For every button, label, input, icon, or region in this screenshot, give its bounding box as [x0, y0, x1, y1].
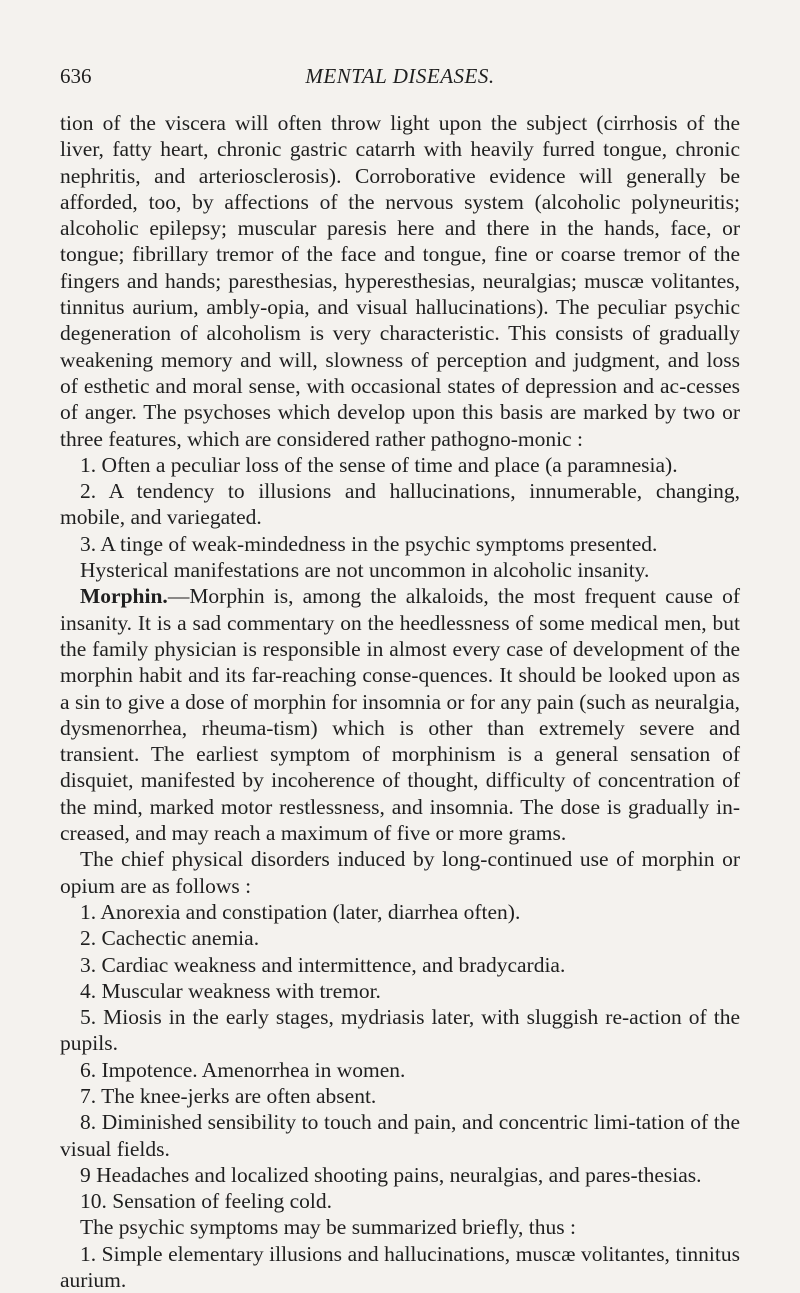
section-heading-morphin: Morphin. [80, 584, 168, 609]
list-item: 6. Impotence. Amenorrhea in women. [80, 1057, 406, 1082]
list-item: 1. Anorexia and constipation (later, diarrhea often). [80, 899, 521, 924]
list-item: 10. Sensation of feeling cold. [80, 1189, 332, 1214]
paragraph-alcohol-signs: tion of the viscera will often throw light upon the subject (cirrhosis of the liver, fatty heart, chronic gastric catarrh with heavily furred tongue, chronic nephritis, and arteriosclerosis). Corroborative evidence will generally be afforded, too, by affections of the nervous system (alcoholic polyneuritis; alcoholic epilepsy; muscular paresis here and there in the hands, face, or tongue; fibrillary tremor of the face and tongue, fine or coarse tremor of the fingers and hands; paresthesias, hyperesthesias, neuralgias; muscæ volitantes, tinnitus aurium, ambly-opia, and visual hallucinations). The peculiar psychic degeneration of alcoholism is very characteristic. This consists of gradually weakening memory and will, slowness of perception and judgment, and loss of esthetic and moral sense, with occasional states of depression and ac-cesses of anger. The psychoses which develop upon this basis are marked by two or three features, which are considered rather pathogno-monic : [60, 111, 740, 451]
paragraph-morphin-text: —Morphin is, among the alkaloids, the most frequent cause of insanity. It is a sad commentary on the heedlessness of some medical men, but the family physician is responsible in almost every case of development of the morphin habit and its far-reaching conse-quences. It should be looked upon as a sin to give a dose of morphin for insomnia or for any pain (such as neuralgia, dysmenorrhea, rheuma-tism) which is other than extremely severe and transient. The earliest symptom of morphinism is a general sensation of disquiet, manifested by incoherence of thought, difficulty of concentration of the mind, marked motor restlessness, and insomnia. The dose is gradually in-creased, and may reach a maximum of five or more grams. [60, 584, 740, 846]
list-item: 3. Cardiac weakness and intermittence, and bradycardia. [80, 952, 566, 977]
list-item: 5. Miosis in the early stages, mydriasis later, with sluggish re-action of the pupils. [60, 1005, 740, 1056]
page-number: 636 [60, 64, 92, 88]
paragraph-morphin [60, 583, 740, 846]
list-item: 1. Simple elementary illusions and hallucinations, muscæ volitantes, tinnitus aurium. [60, 1241, 740, 1293]
page-body [60, 110, 740, 1293]
paragraph-physical-disorders: The chief physical disorders induced by long-continued use of morphin or opium are as follows : [60, 847, 740, 898]
paragraph-hysterical: Hysterical manifestations are not uncommon in alcoholic insanity. [80, 558, 650, 583]
list-item: 4. Muscular weakness with tremor. [80, 978, 381, 1003]
list-item: 9 Headaches and localized shooting pains, neuralgias, and pares-thesias. [80, 1162, 702, 1187]
list-item: 1. Often a peculiar loss of the sense of time and place (a paramnesia). [80, 452, 678, 477]
list-item: 7. The knee-jerks are often absent. [80, 1083, 377, 1108]
list-item: 2. Cachectic anemia. [80, 926, 260, 951]
page-header [60, 64, 740, 92]
running-head: MENTAL DISEASES. [305, 64, 495, 88]
list-item: 3. A tinge of weak-mindedness in the psychic symptoms presented. [80, 531, 658, 556]
paragraph-psychic-symptoms: The psychic symptoms may be summarized briefly, thus : [80, 1215, 576, 1240]
list-item: 8. Diminished sensibility to touch and pain, and concentric limi-tation of the visual fields. [60, 1110, 740, 1161]
list-item: 2. A tendency to illusions and hallucinations, innumerable, changing, mobile, and variegated. [60, 479, 740, 530]
